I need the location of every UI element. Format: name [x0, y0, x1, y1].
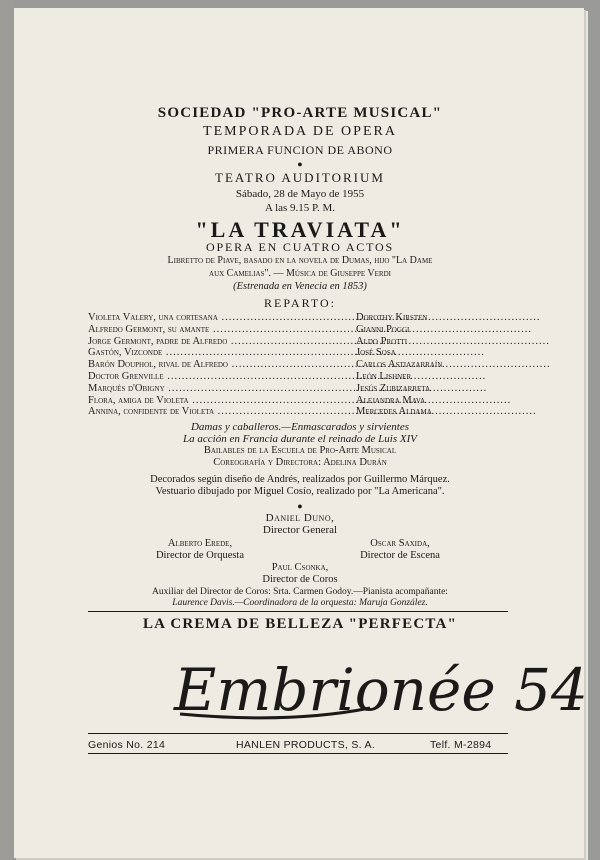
reparto-heading: REPARTO:	[264, 296, 336, 310]
advert-genios-number: Genios No. 214	[88, 739, 166, 751]
extras-line-3: Bailables de la Escuela de Pro-Arte Musical	[203, 445, 397, 456]
extras-line-2: La acción en Francia durante el reinado de Luis XIV	[183, 433, 417, 445]
cast-singer: José Sosa	[356, 347, 396, 359]
libretto-line-1: Libretto de Piave, basado en la novela de Dumas, hijo "La Dame	[167, 255, 433, 266]
cast-row	[88, 336, 508, 348]
orchestra-director-title: Director de Orquesta	[155, 550, 245, 561]
cast-role: Violeta Valery, una cortesana .....	[88, 312, 356, 324]
advert-slogan: LA CREMA DE BELLEZA "PERFECTA"	[142, 616, 458, 632]
premiere-note: (Estrenada en Venecia en 1853)	[233, 281, 367, 292]
stage-director-title: Director de Escena	[360, 550, 440, 561]
cast-row	[88, 347, 508, 359]
cast-role: Marqués d'Obigny .....	[88, 383, 356, 395]
advert-phone: Telf. M-2894	[430, 739, 492, 751]
season-heading: TEMPORADA DE OPERA	[203, 124, 397, 139]
cast-role: Alfredo Germont, su amante .....	[88, 324, 356, 336]
cast-role: Flora, amiga de Violeta .....	[88, 395, 356, 407]
performance-time: A las 9.15 P. M.	[265, 202, 335, 214]
cast-singer: Dorothy Kirsten	[356, 312, 428, 323]
advert-footer-rule	[88, 753, 508, 754]
cast-singer: Jesús Zubizarreta	[356, 382, 431, 394]
cast-role: Annina, confidente de Violeta .....	[88, 406, 356, 418]
cast-singer: Aldo Protti	[356, 335, 408, 347]
cast-row	[88, 395, 508, 407]
chorus-director-title: Director de Coros	[262, 574, 338, 585]
bullet-divider: ●	[297, 501, 303, 511]
bullet-divider: ●	[297, 159, 303, 169]
extras-line-1: Damas y caballeros.—Enmascarados y sirvientes	[190, 421, 410, 433]
theatre-name: TEATRO AUDITORIUM	[215, 170, 385, 185]
advert-top-rule	[88, 611, 508, 612]
logo-script-text: Embrionée 54	[174, 656, 588, 724]
decor-line-2: Vestuario dibujado por Miguel Cosío, realizado por "La Americana".	[155, 486, 445, 497]
opera-title: "LA TRAVIATA"	[195, 217, 405, 242]
cast-row	[88, 359, 508, 371]
stage-director-name: Oscar Saxida,	[370, 538, 430, 549]
cast-row	[88, 371, 508, 383]
auxiliary-credits-line-2: Laurence Davis.—Coordinadora de la orquesta: Maruja González.	[172, 598, 428, 608]
society-heading: SOCIEDAD "PRO-ARTE MUSICAL"	[157, 105, 443, 121]
function-heading: PRIMERA FUNCION DE ABONO	[207, 143, 393, 157]
cast-singer: Carlos Astiazarraín	[356, 359, 443, 371]
decor-line-1: Decorados según diseño de Andrés, realizados por Guillermo Márquez.	[150, 474, 450, 485]
cast-role: Doctor Grenville .....	[88, 371, 356, 383]
general-director-name: Daniel Duno,	[265, 512, 335, 524]
cast-role: Barón Douphol, rival de Alfredo .....	[88, 359, 356, 371]
auxiliary-credits-line-1: Auxiliar del Director de Coros: Srta. Carmen Godoy.—Pianista acompañante:	[152, 587, 448, 597]
cast-row	[88, 312, 508, 324]
cast-role: Jorge Germont, padre de Alfredo .....	[88, 336, 356, 348]
cast-list	[88, 312, 508, 418]
general-director-title: Director General	[262, 524, 338, 536]
extras-line-4: Coreografía y Directora: Adelina Durán	[213, 457, 387, 468]
cast-singer: Alejandra Mava	[356, 394, 426, 406]
cast-singer: Mercedes Aldama	[356, 406, 432, 418]
opera-subtitle: OPERA EN CUATRO ACTOS	[206, 240, 394, 254]
cast-row	[88, 324, 508, 336]
advert-company-name: HANLEN PRODUCTS, S. A.	[236, 739, 376, 751]
chorus-director-name: Paul Csonka,	[271, 562, 329, 573]
cast-row	[88, 383, 508, 395]
cast-role: Gastón, Vizconde .....	[88, 347, 356, 359]
embrionee-logo	[170, 632, 588, 742]
cast-singer: Gianni Poggi	[356, 323, 410, 335]
cast-row	[88, 406, 508, 418]
libretto-line-2: aux Camelias". — Música de Giuseppe Verdi	[209, 268, 391, 279]
cast-singer: León Lishner	[356, 370, 412, 382]
advert-bottom-rule	[88, 733, 508, 734]
performance-date: Sábado, 28 de Mayo de 1955	[235, 188, 365, 200]
orchestra-director-name: Alberto Erede,	[167, 538, 233, 549]
